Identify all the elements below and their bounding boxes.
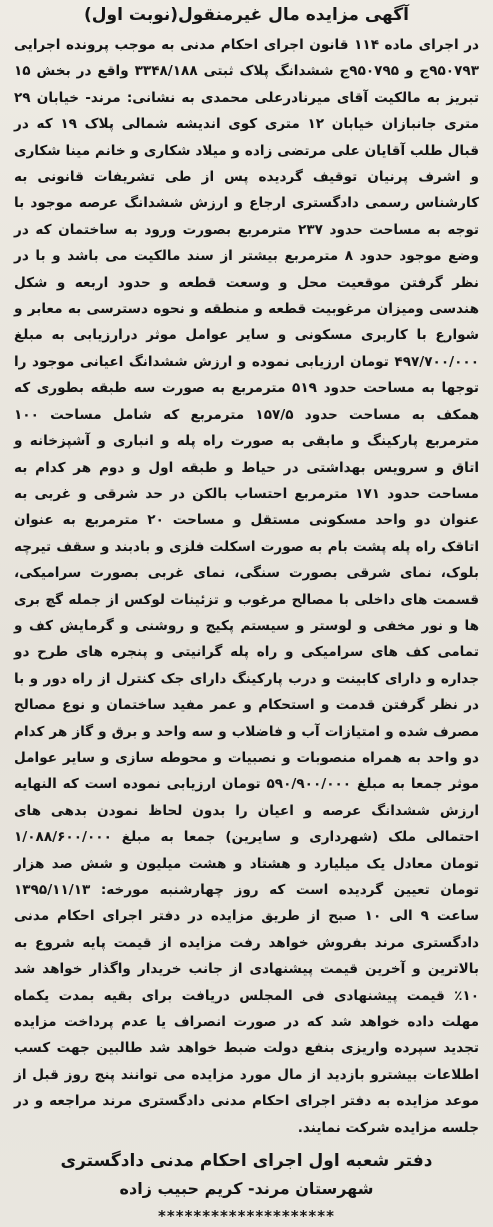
star-divider: ******************** [158,1207,335,1225]
footer-office: دفتر شعبه اول اجرای احکام مدنی دادگستری [60,1151,433,1172]
notice-title: آگهی مزایده مال غیرمنقول(نوبت اول) [84,5,409,25]
footer-signatory: شهرستان مرند- کریم حبیب زاده [119,1179,374,1199]
notice-body: در اجرای ماده ۱۱۴ قانون اجرای احکام مدنی به موجب پرونده اجرایی ۹۵۰۷۹۳ج و ۹۵۰۷۹۵ج ششدانگ پلاک ثبتی ۳۳۴۸/۱۸۸ واقع در بخش ۱۵ تبریز به مالکیت آقای میرنادرعلی محمدی به نشانی: مرند- خیابان ۲۹ متری جانبازان خیابان ۱۲ متری کوی اندیشه شمالی پلاک ۱۹ که در قبال طلب آقایان علی مرتضی زاده و میلاد شکاری و خانم مینا شکاری و اشرف پرنیان توقیف گردیده پس از طی تشریفات قانونی به کارشناس رسمی دادگستری ارجاع و ارزش ششدانگ عرصه موجود با توجه به مساحت حدود ۲۳۷ مترمربع بصورت ورود به ساختمان که در وضع موجود حدود ۸ مترمربع بیشتر از سند مالکیت می باشد و با در نظر گرفتن موقعیت محل و وسعت قطعه و حدود اربعه و شکل هندسی ومیزان مرغوبیت قطعه و منطقه و نحوه دسترسی به معابر و شوارع با کاربری مسکونی و سایر عوامل موثر درارزیابی به مبلغ ۴۹۷/۷۰۰/۰۰۰ تومان ارزیابی نموده و ارزش ششدانگ اعیانی موجود را توجها به مساحت حدود ۵۱۹ مترمربع به صورت سه طبقه بطوری که همکف به مساحت حدود ۱۵۷/۵ مترمربع که شامل مساحت ۱۰۰ مترمربع پارکینگ و مابقی به صورت راه پله و انباری و آشپزخانه و اتاق و سرویس بهداشتی در حیاط و طبقه اول و دوم هر کدام به مساحت حدود ۱۷۱ مترمربع احتساب بالکن در حد شرقی و غربی به عنوان دو واحد مسکونی مستقل و مساحت ۲۰ مترمربع به عنوان اتاقک راه پله پشت بام به صورت اسکلت فلزی و بادبند و سقف تیرچه بلوک، نمای شرقی بصورت سنگی، نمای غربی بصورت سرامیکی، قسمت های داخلی با مصالح مرغوب و تزئینات لوکس از جمله گچ بری ها و نور مخفی و لوستر و سیستم پکیج و روشنی و گرمایش کف و تمامی کف های سرامیکی و راه پله گرانیتی و پنجره های طرح دو جداره و دارای کابینت و درب پارکینگ دارای جک کنترل از راه دور و با در نظر گرفتن قدمت و استحکام و عمر مفید ساختمان و نوع مصالح مصرف شده و امتیازات آب و فاضلاب و سه واحد و برق و گاز هر کدام دو واحد به همراه منصوبات و نصبیات و محوطه سازی و سایر عوامل موثر جمعا به مبلغ ۵۹۰/۹۰۰/۰۰۰ تومان ارزیابی نموده است که النهایه ارزش ششدانگ عرصه و اعیان را بدون لحاظ نمودن بدهی های احتمالی ملک (شهرداری و سایرین) جمعا به مبلغ ۱/۰۸۸/۶۰۰/۰۰۰ تومان معادل یک میلیارد و هشتاد و هشت میلیون و شش صد هزار تومان تعیین گردیده است که روز چهارشنبه مورخه: ۱۳۹۵/۱۱/۱۳ ساعت ۹ الی ۱۰ صبح از طریق مزایده در دفتر اجرای احکام مدنی دادگستری مرند بفروش خواهد رفت مزایده از قیمت پایه شروع به بالاترین و آخرین قیمت پیشنهادی از جانب خریدار واگذار خواهد شد ۱۰٪ قیمت پیشنهادی فی المجلس دریافت برای بقیه بمدت یکماه مهلت داده خواهد شد که در صورت انصراف یا عدم پرداخت مزایده تجدید سپرده واریزی بنفع دولت ضبط خواهد شد طالبین جهت کسب اطلاعات بیشترو بازدید از مال مورد مزایده می توانند پنج روز قبل از موعد مزایده به دفتر اجرای احکام مدنی دادگستری مرند مراجعه و در جلسه مزایده شرکت نمایند. [14,37,480,1136]
notice-footer [14,1147,479,1203]
